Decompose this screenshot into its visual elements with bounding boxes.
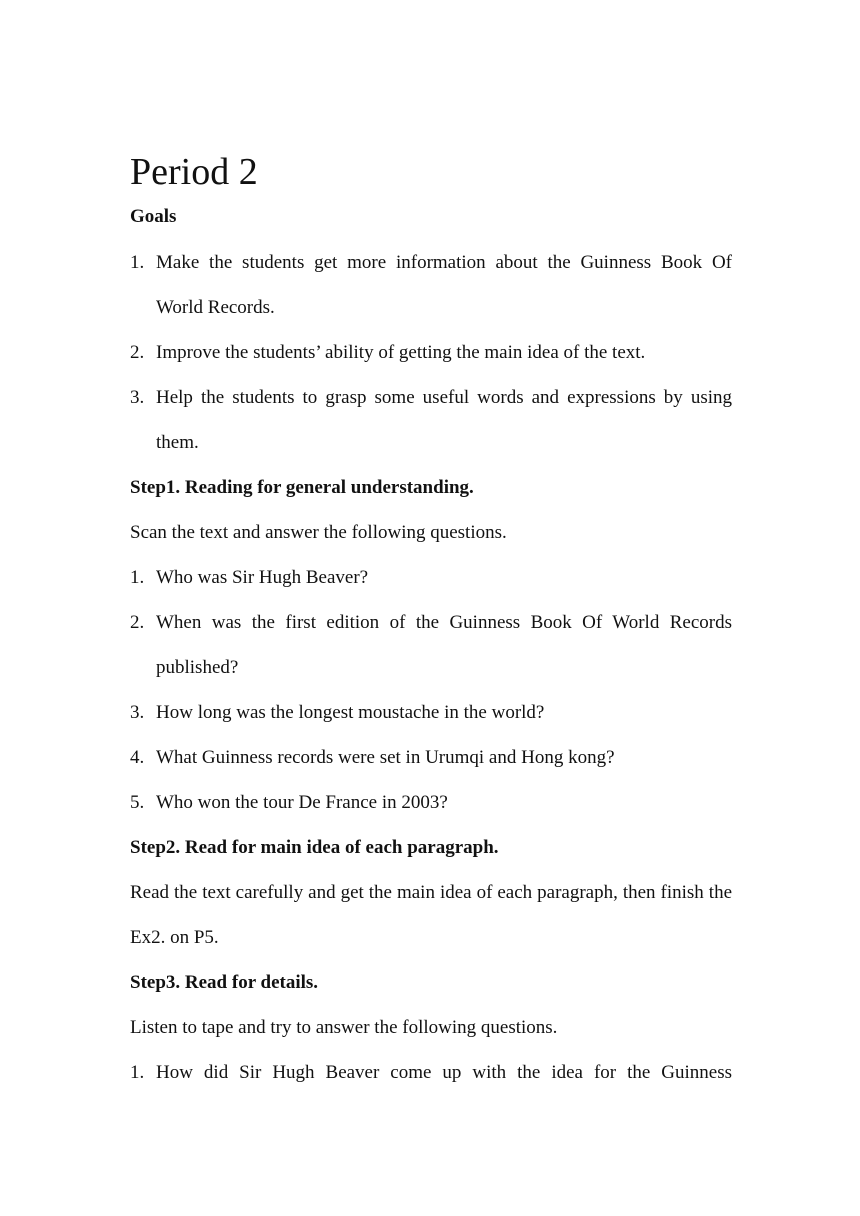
goal-text: Help the students to grasp some useful words and expressions by using them. <box>156 387 732 453</box>
question-number: 1. <box>130 567 145 588</box>
page-title: Period 2 <box>130 151 258 193</box>
question-number: 1. <box>130 1062 145 1083</box>
step1-question <box>130 555 732 600</box>
step2-heading: Step2. Read for main idea of each paragraph. <box>130 837 499 858</box>
question-text: How long was the longest moustache in the world? <box>156 702 545 723</box>
question-number: 2. <box>130 612 145 633</box>
step1-question <box>130 735 732 780</box>
goal-number: 3. <box>130 387 145 408</box>
goal-number: 2. <box>130 342 145 363</box>
question-number: 4. <box>130 747 145 768</box>
question-number: 3. <box>130 702 145 723</box>
question-text: How did Sir Hugh Beaver come up with the idea for the Guinness <box>156 1062 732 1083</box>
step3-question <box>130 1050 732 1095</box>
step2-instruction: Read the text carefully and get the main idea of each paragraph, then finish the Ex2. on P5. <box>130 882 732 948</box>
goal-number: 1. <box>130 252 145 273</box>
step1-instruction: Scan the text and answer the following questions. <box>130 522 507 543</box>
question-text: When was the first edition of the Guinness Book Of World Records published? <box>156 612 732 678</box>
step1-question <box>130 690 732 735</box>
goal-text: Improve the students’ ability of getting the main idea of the text. <box>156 342 646 363</box>
step3-heading: Step3. Read for details. <box>130 972 319 993</box>
goal-item <box>130 330 732 375</box>
step1-question <box>130 780 732 825</box>
question-number: 5. <box>130 792 145 813</box>
goals-heading: Goals <box>130 206 177 227</box>
step1-question <box>130 600 732 690</box>
goal-item <box>130 240 732 330</box>
goal-item <box>130 375 732 465</box>
step3-instruction: Listen to tape and try to answer the following questions. <box>130 1017 558 1038</box>
question-text: What Guinness records were set in Urumqi and Hong kong? <box>156 747 615 768</box>
step1-heading: Step1. Reading for general understanding. <box>130 477 474 498</box>
question-text: Who won the tour De France in 2003? <box>156 792 448 813</box>
goal-text: Make the students get more information about the Guinness Book Of World Records. <box>156 252 732 318</box>
question-text: Who was Sir Hugh Beaver? <box>156 567 369 588</box>
